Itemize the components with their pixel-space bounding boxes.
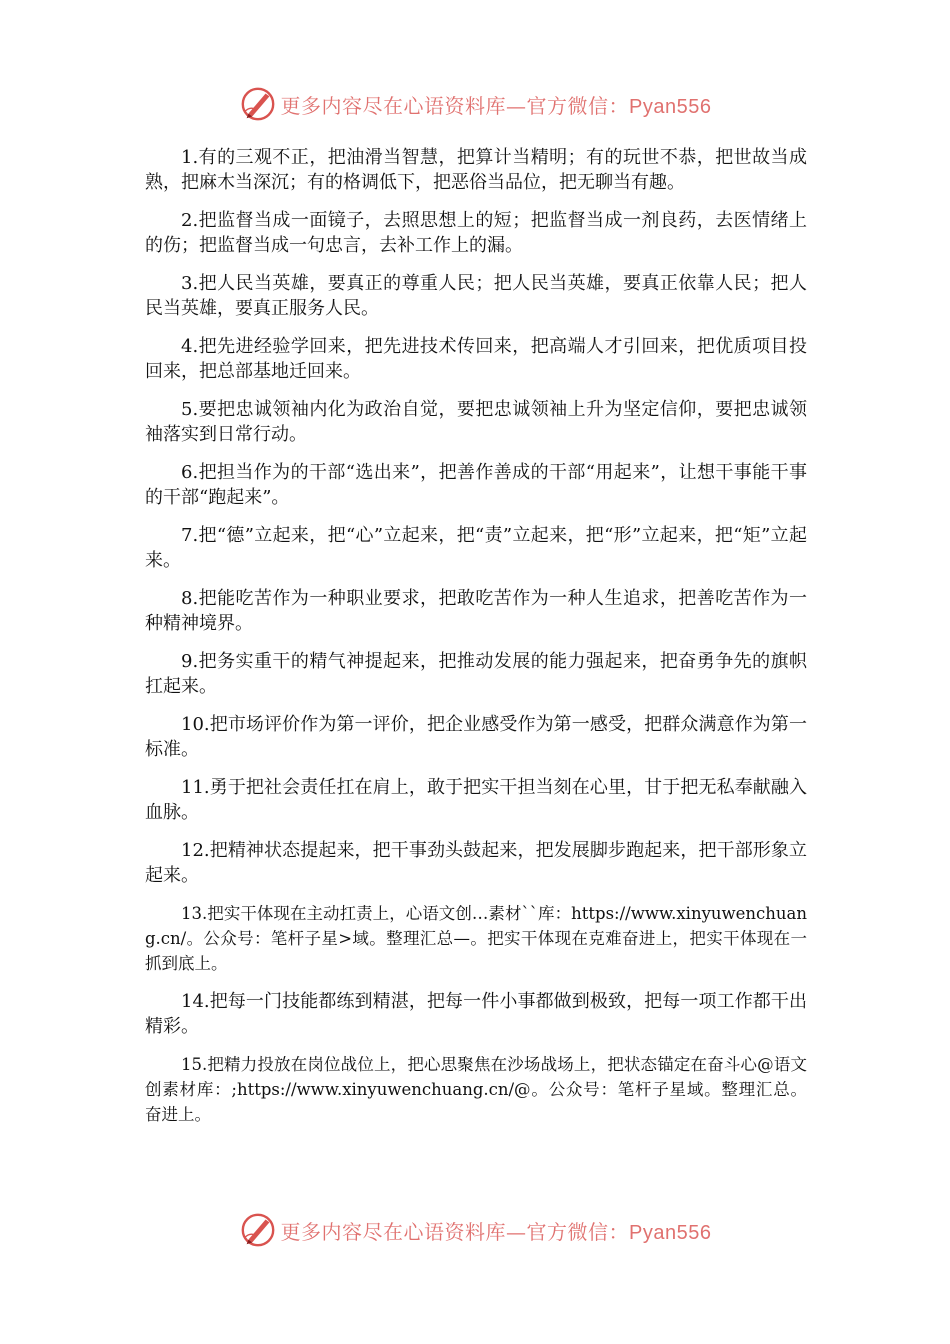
paragraph-4: 4.把先进经验学回来，把先进技术传回来，把高端人才引回来，把优质项目投回来，把总部基地迁回来。 — [145, 336, 807, 382]
paragraph-7: 7.把“德”立起来，把“心”立起来，把“责”立起来，把“形”立起来，把“矩”立起来。 — [145, 525, 807, 571]
paragraph-1: 1.有的三观不正，把油滑当智慧，把算计当精明；有的玩世不恭，把世故当成熟，把麻木当深沉；有的格调低下，把恶俗当品位，把无聊当有趣。 — [145, 147, 807, 193]
paragraph-12: 12.把精神状态提起来，把干事劲头鼓起来，把发展脚步跑起来，把干部形象立起来。 — [145, 840, 807, 886]
paragraph-2: 2.把监督当成一面镜子，去照思想上的短；把监督当成一剂良药，去医情绪上的伤；把监督当成一句忠言，去补工作上的漏。 — [145, 210, 807, 256]
paragraph-11: 11.勇于把社会责任扛在肩上，敢于把实干担当刻在心里，甘于把无私奉献融入血脉。 — [145, 777, 807, 823]
footer-wechat: Pyan556 — [629, 1221, 712, 1244]
footer-text: 更多内容尽在心语资料库—官方微信： — [280, 1219, 630, 1244]
paragraph-15: 15.把精力投放在岗位战位上，把心思聚焦在沙场战场上，把状态锚定在奋斗心@语文创素材库：;https://www.xinyuwenchuang.cn/@。公众号：笔杆子星域。整理汇总。奋进上。 — [145, 1055, 807, 1124]
pen-logo-icon — [239, 85, 277, 123]
paragraph-14: 14.把每一门技能都练到精湛，把每一件小事都做到极致，把每一项工作都干出精彩。 — [145, 991, 807, 1037]
paragraph-13: 13.把实干体现在主动扛责上，心语文创…素材``库：https://www.xinyuwenchuang.cn/。公众号：笔杆子星>域。整理汇总—。把实干体现在克难奋进上，把实干体现在一抓到底上。 — [145, 904, 807, 973]
paragraph-9: 9.把务实重干的精气神提起来，把推动发展的能力强起来，把奋勇争先的旗帜扛起来。 — [145, 651, 807, 697]
header-wechat: Pyan556 — [629, 95, 712, 118]
paragraph-8: 8.把能吃苦作为一种职业要求，把敢吃苦作为一种人生追求，把善吃苦作为一种精神境界。 — [145, 588, 807, 634]
footer-banner — [0, 1210, 950, 1250]
header-text: 更多内容尽在心语资料库—官方微信： — [280, 93, 630, 118]
paragraph-5: 5.要把忠诚领袖内化为政治自觉，要把忠诚领袖上升为坚定信仰，要把忠诚领袖落实到日常行动。 — [145, 399, 807, 445]
paragraph-3: 3.把人民当英雄，要真正的尊重人民；把人民当英雄，要真正依靠人民；把人民当英雄，要真正服务人民。 — [145, 273, 807, 319]
header-banner — [0, 84, 950, 124]
pen-logo-icon — [239, 1211, 277, 1249]
article-body — [145, 145, 807, 1140]
paragraph-10: 10.把市场评价作为第一评价，把企业感受作为第一感受，把群众满意作为第一标准。 — [145, 714, 807, 760]
paragraph-6: 6.把担当作为的干部“选出来”，把善作善成的干部“用起来”，让想干事能干事的干部“跑起来”。 — [145, 462, 807, 508]
